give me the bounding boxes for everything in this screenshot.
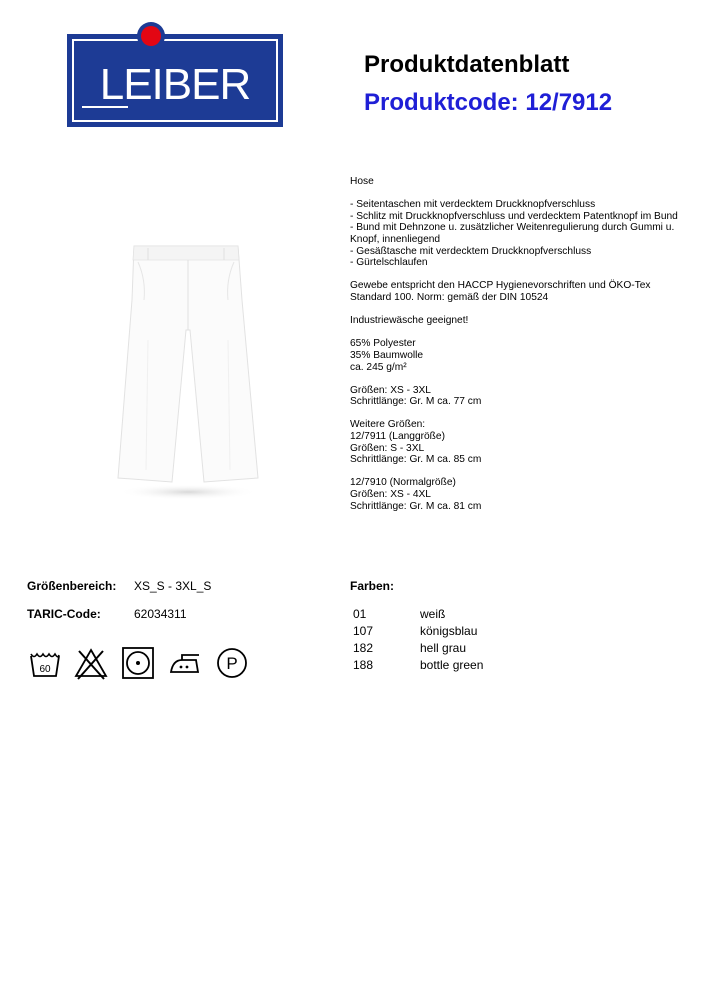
- product-description: [350, 176, 680, 512]
- washing-text: Industriewäsche geeignet!: [350, 315, 469, 327]
- svg-text:P: P: [226, 654, 238, 673]
- color-row: [353, 641, 466, 655]
- size-line: Größen: XS - 3XL: [350, 384, 431, 396]
- page-title: Produktdatenblatt: [364, 51, 570, 78]
- size-range-label: Größenbereich:: [27, 579, 117, 593]
- color-row: [353, 607, 445, 621]
- further-size-line: Größen: S - 3XL: [350, 442, 425, 454]
- iron-icon: [168, 646, 202, 680]
- product-image-trousers: [108, 240, 268, 502]
- normal-size-line: Schrittlänge: Gr. M ca. 81 cm: [350, 500, 482, 512]
- no-bleach-icon: [74, 646, 108, 680]
- feature-item: - Seitentaschen mit verdecktem Druckknopfverschluss: [350, 199, 596, 211]
- color-row: [353, 624, 477, 638]
- feature-item: - Bund mit Dehnzone u. zusätzlicher Weitenregulierung durch Gummi u. Knopf, innenliegend: [350, 222, 678, 245]
- normal-size-line: Größen: XS - 4XL: [350, 489, 431, 501]
- color-name: königsblau: [420, 624, 478, 638]
- taric-label: TARIC-Code:: [27, 607, 101, 621]
- color-name: bottle green: [420, 658, 484, 672]
- feature-item: - Gürtelschlaufen: [350, 257, 428, 269]
- material-line: 65% Polyester: [350, 338, 416, 350]
- material-line: ca. 245 g/m²: [350, 361, 407, 373]
- size-line: Schrittlänge: Gr. M ca. 77 cm: [350, 396, 482, 408]
- color-row: [353, 658, 483, 672]
- leiber-logo: [66, 20, 284, 128]
- color-code: 182: [353, 641, 374, 655]
- color-name: hell grau: [420, 641, 467, 655]
- product-code: Produktcode: 12/7912: [364, 89, 613, 116]
- colors-label: Farben:: [350, 579, 395, 593]
- svg-text:LEIBER: LEIBER: [99, 60, 251, 109]
- taric-value: 62034311: [134, 607, 187, 621]
- wash-60-icon: [28, 646, 62, 680]
- svg-text:60: 60: [39, 664, 51, 675]
- material-line: 35% Baumwolle: [350, 349, 424, 361]
- further-size-line: Schrittlänge: Gr. M ca. 85 cm: [350, 454, 482, 466]
- color-code: 01: [353, 607, 367, 621]
- further-size-line: Weitere Größen:: [350, 419, 426, 431]
- color-code: 188: [353, 658, 374, 672]
- norm-text: Gewebe entspricht den HACCP Hygienevorschriften und ÖKO-Tex Standard 100. Norm: gemäß der DIN 10524: [350, 280, 654, 303]
- tumble-dry-icon: [121, 646, 155, 680]
- professional-cleaning-p-icon: [215, 646, 249, 680]
- feature-item: - Schlitz mit Druckknopfverschluss und verdecktem Patentknopf im Bund: [350, 210, 678, 222]
- color-name: weiß: [420, 607, 446, 621]
- normal-size-line: 12/7910 (Normalgröße): [350, 477, 456, 489]
- feature-item: - Gesäßtasche mit verdecktem Druckknopfverschluss: [350, 245, 592, 257]
- size-range-value: XS_S - 3XL_S: [134, 579, 212, 593]
- product-type: Hose: [350, 176, 374, 187]
- further-size-line: 12/7911 (Langgröße): [350, 431, 445, 443]
- color-code: 107: [353, 624, 374, 638]
